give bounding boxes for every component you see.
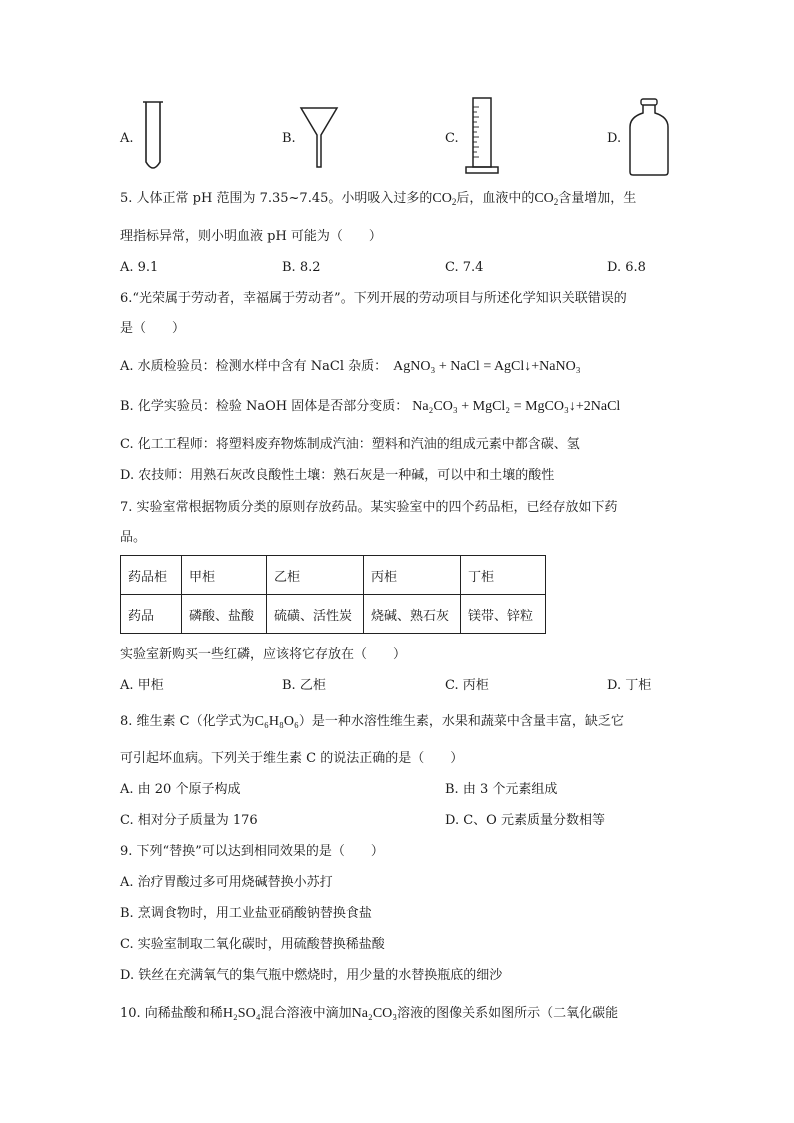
- q7-stem-line3: 实验室新购买一些红磷，应该将它存放在（ ）: [120, 647, 407, 662]
- table-cell: 丁柜: [461, 556, 546, 595]
- q9-stem: 9. 下列“替换”可以达到相同效果的是（ ）: [120, 844, 384, 859]
- q7-option-b: B. 乙柜: [282, 678, 326, 693]
- q10-stem-line1: 10. 向稀盐酸和稀H₂SO₄混合溶液中滴加Na₂CO₃溶液的图像关系如图所示（二氧化碳能: [120, 1006, 619, 1021]
- q8-option-a: A. 由 20 个原子构成: [120, 782, 241, 797]
- q8-option-b: B. 由 3 个元素组成: [445, 782, 558, 797]
- q9-option-b: B. 烹调食物时，用工业盐亚硝酸钠替换食盐: [120, 906, 372, 921]
- q5-option-c: C. 7.4: [445, 260, 484, 275]
- table-header-row: [121, 556, 546, 595]
- table-cell: 药品: [121, 595, 182, 634]
- q5-option-b: B. 8.2: [282, 260, 321, 275]
- q9-option-d: D. 铁丝在充满氧气的集气瓶中燃烧时，用少量的水替换瓶底的细沙: [120, 968, 503, 983]
- q8-stem-line2: 可引起坏血病。下列关于维生素 C 的说法正确的是（ ）: [120, 751, 464, 766]
- table-cell: 硫磺、活性炭: [267, 595, 364, 634]
- q4-option-d-label: D.: [607, 131, 622, 146]
- q4-option-a-label: A.: [120, 131, 134, 146]
- q4-option-b-label: B.: [282, 131, 296, 146]
- test-tube-icon: [138, 100, 168, 175]
- q7-stem-line2: 品。: [120, 530, 147, 545]
- graduated-cylinder-icon: [463, 95, 503, 177]
- table-cell: 烧碱、熟石灰: [364, 595, 461, 634]
- q5-stem-line1: 5. 人体正常 pH 范围为 7.35~7.45。小明吸入过多的$CO_2$后，血液中的$CO_2$含量增加，生: [120, 191, 637, 207]
- reagent-bottle-icon: [625, 97, 673, 177]
- q7-option-d: D. 丁柜: [607, 678, 652, 693]
- q6-option-a: A. 水质检验员：检测水样中含有 NaCl 杂质： AgNO₃ + NaCl = AgCl↓+NaNO₃: [120, 359, 581, 374]
- table-cell: 丙柜: [364, 556, 461, 595]
- q9-option-c: C. 实验室制取二氧化碳时，用硫酸替换稀盐酸: [120, 937, 385, 952]
- table-cell: 乙柜: [267, 556, 364, 595]
- q6-stem-line2: 是（ ）: [120, 321, 186, 336]
- table-cell: 药品柜: [121, 556, 182, 595]
- q8-option-d: D. C、O 元素质量分数相等: [445, 813, 605, 828]
- table-cell: 镁带、锌粒: [461, 595, 546, 634]
- q4-option-c-label: C.: [445, 131, 459, 146]
- q6-option-c: C. 化工工程师：将塑料废弃物炼制成汽油：塑料和汽油的组成元素中都含碳、氢: [120, 437, 580, 452]
- funnel-icon: [298, 105, 340, 170]
- cabinet-table: [120, 555, 546, 634]
- q8-option-c: C. 相对分子质量为 176: [120, 813, 258, 828]
- q8-stem-line1: 8. 维生素 C（化学式为C₆H₈O₆）是一种水溶性维生素，水果和蔬菜中含量丰富，缺乏它: [120, 714, 624, 729]
- table-cell: 磷酸、盐酸: [182, 595, 267, 634]
- q5-option-d: D. 6.8: [607, 260, 646, 275]
- q7-stem-line1: 7. 实验室常根据物质分类的原则存放药品。某实验室中的四个药品柜，已经存放如下药: [120, 500, 618, 515]
- table-row: [121, 595, 546, 634]
- q6-option-d: D. 农技师：用熟石灰改良酸性土壤：熟石灰是一种碱，可以中和土壤的酸性: [120, 468, 555, 483]
- q9-option-a: A. 治疗胃酸过多可用烧碱替换小苏打: [120, 875, 333, 890]
- q5-option-a: A. 9.1: [120, 260, 159, 275]
- q6-option-b: B. 化学实验员：检验 NaOH 固体是否部分变质： Na₂CO₃ + MgCl₂ = MgCO₃↓+2NaCl: [120, 399, 621, 414]
- q5-stem-line2: 理指标异常，则小明血液 pH 可能为（ ）: [120, 229, 382, 244]
- q7-option-c: C. 丙柜: [445, 678, 489, 693]
- q6-stem-line1: 6.“光荣属于劳动者，幸福属于劳动者”。下列开展的劳动项目与所述化学知识关联错误的: [120, 291, 627, 306]
- table-cell: 甲柜: [182, 556, 267, 595]
- q7-option-a: A. 甲柜: [120, 678, 164, 693]
